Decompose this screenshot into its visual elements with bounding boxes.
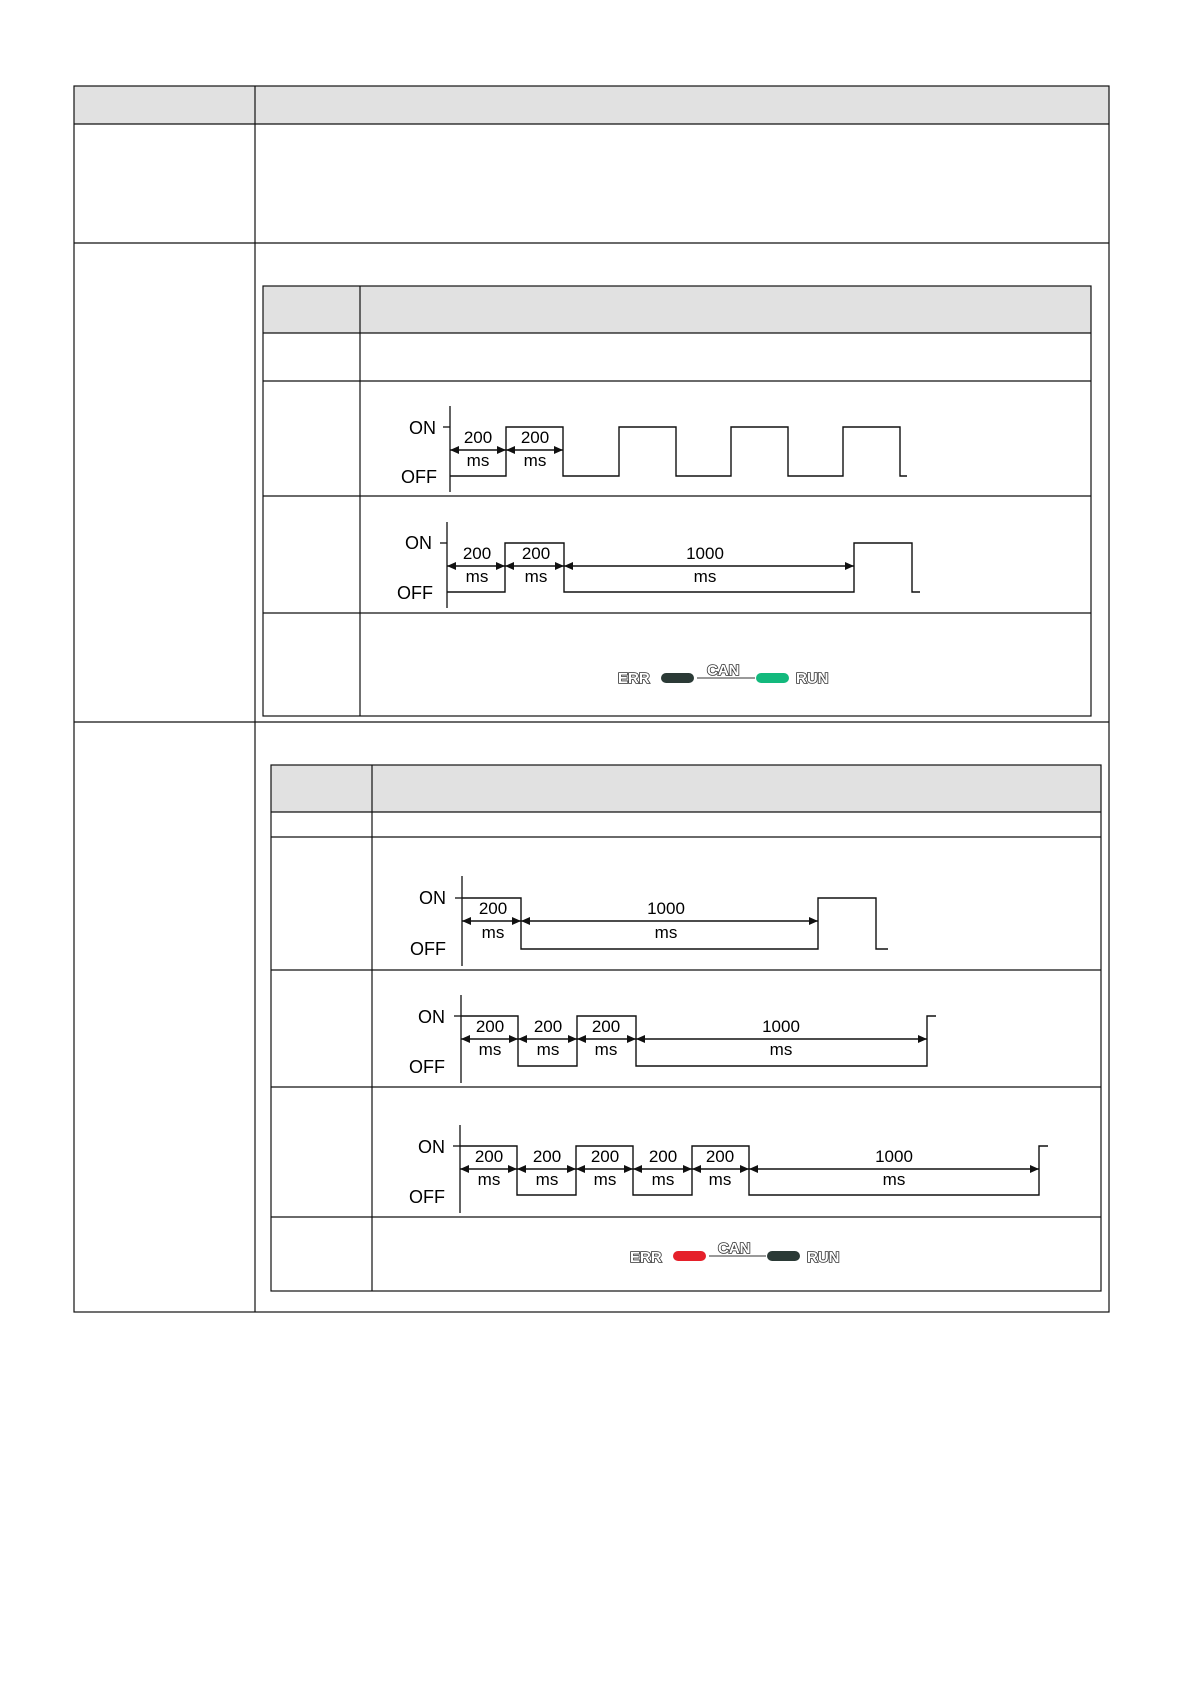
unit-label: ms — [651, 1170, 675, 1189]
on-label: ON — [418, 1007, 445, 1027]
unit-label: ms — [769, 1040, 793, 1059]
duration-label: 200 — [705, 1147, 735, 1166]
can-label: CAN — [707, 662, 740, 679]
duration-label: 200 — [478, 899, 508, 918]
unit-label: ms — [524, 567, 548, 586]
unit-label: ms — [593, 1170, 617, 1189]
unit-label: ms — [477, 1170, 501, 1189]
unit-label: ms — [536, 1040, 560, 1059]
timing-diagram-single-flash — [410, 876, 888, 966]
duration-label: 200 — [590, 1147, 620, 1166]
duration-label: 200 — [648, 1147, 678, 1166]
run-led-icon — [756, 673, 789, 683]
duration-label: 200 — [532, 1147, 562, 1166]
off-label: OFF — [410, 939, 446, 959]
unit-label: ms — [654, 923, 678, 942]
duration-label: 200 — [462, 544, 492, 563]
unit-label: ms — [693, 567, 717, 586]
inner-table-1-header — [263, 286, 1091, 333]
timing-diagram-double-flash-2 — [409, 995, 936, 1083]
on-label: ON — [405, 533, 432, 553]
run-label: RUN — [807, 1249, 840, 1266]
inner-table-2 — [271, 765, 1101, 1291]
inner-table-2-header — [271, 765, 1101, 812]
inner-table-1 — [263, 286, 1091, 716]
unit-label: ms — [481, 923, 505, 942]
duration-label: 200 — [463, 428, 493, 447]
led-indicator-run-green — [618, 662, 829, 687]
err-led-icon — [661, 673, 694, 683]
unit-label: ms — [466, 451, 490, 470]
outer-table — [74, 86, 1109, 1312]
off-label: OFF — [397, 583, 433, 603]
duration-label: 200 — [533, 1017, 563, 1036]
err-label: ERR — [630, 1249, 662, 1266]
unit-label: ms — [535, 1170, 559, 1189]
can-label: CAN — [718, 1240, 751, 1257]
run-label: RUN — [796, 670, 829, 687]
on-label: ON — [419, 888, 446, 908]
on-label: ON — [409, 418, 436, 438]
duration-label: 200 — [521, 544, 551, 563]
duration-label: 1000 — [875, 1147, 913, 1166]
unit-label: ms — [708, 1170, 732, 1189]
timing-diagram-double-flash — [397, 522, 920, 608]
off-label: OFF — [409, 1057, 445, 1077]
unit-label: ms — [478, 1040, 502, 1059]
duration-label: 200 — [474, 1147, 504, 1166]
run-led-icon — [767, 1251, 800, 1261]
off-label: OFF — [409, 1187, 445, 1207]
timing-diagram-blink — [401, 406, 907, 492]
outer-table-header — [74, 86, 1109, 124]
unit-label: ms — [882, 1170, 906, 1189]
timing-diagram-triple-flash — [409, 1125, 1048, 1213]
duration-label: 200 — [520, 428, 550, 447]
on-label: ON — [418, 1137, 445, 1157]
duration-label: 1000 — [686, 544, 724, 563]
duration-label: 200 — [591, 1017, 621, 1036]
duration-label: 1000 — [762, 1017, 800, 1036]
duration-label: 200 — [475, 1017, 505, 1036]
unit-label: ms — [523, 451, 547, 470]
led-indicator-err-red — [630, 1240, 840, 1266]
unit-label: ms — [594, 1040, 618, 1059]
err-label: ERR — [618, 670, 650, 687]
unit-label: ms — [465, 567, 489, 586]
err-led-icon — [673, 1251, 706, 1261]
duration-label: 1000 — [647, 899, 685, 918]
off-label: OFF — [401, 467, 437, 487]
